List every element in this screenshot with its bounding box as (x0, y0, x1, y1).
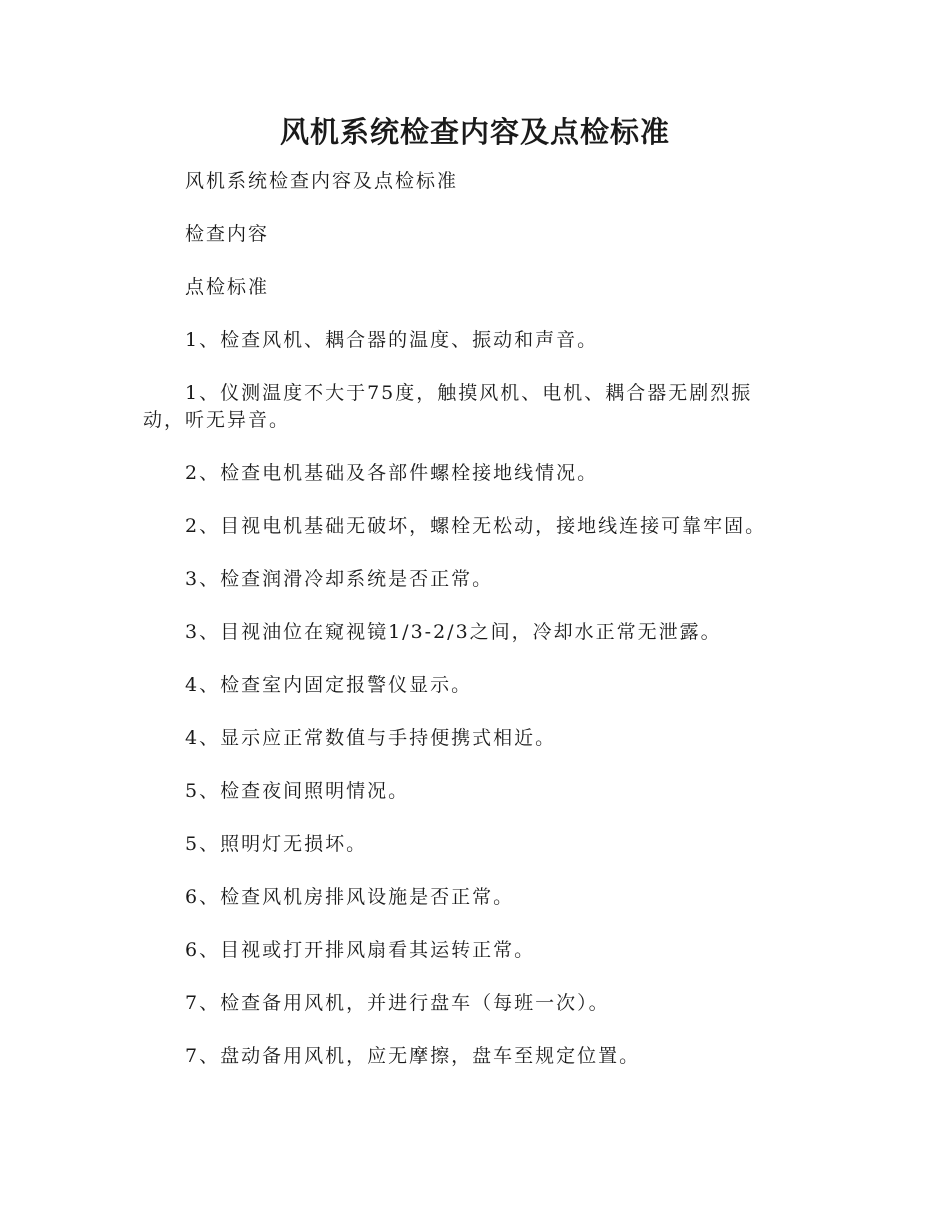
page-title: 风机系统检查内容及点检标准 (279, 115, 670, 149)
paragraph-item-2-content: 2、检查电机基础及各部件螺栓接地线情况。 (185, 462, 599, 484)
document-body (143, 168, 783, 1096)
paragraph-subtitle: 风机系统检查内容及点检标准 (185, 170, 459, 192)
paragraph-item-6-content: 6、检查风机房排风设施是否正常。 (185, 886, 515, 908)
paragraph-item-3-standard: 3、目视油位在窥视镜1/3-2/3之间，冷却水正常无泄露。 (185, 621, 722, 643)
paragraph-item-5-standard: 5、照明灯无损坏。 (185, 833, 368, 855)
paragraph-item-1-standard: 1、仪测温度不大于75度，触摸风机、电机、耦合器无剧烈振动，听无异音。 (143, 382, 753, 431)
paragraph-item-4-standard: 4、显示应正常数值与手持便携式相近。 (185, 727, 557, 749)
paragraph-section-check-standard: 点检标准 (185, 276, 270, 298)
paragraph-item-7-standard: 7、盘动备用风机，应无摩擦，盘车至规定位置。 (185, 1045, 641, 1067)
paragraph-item-6-standard: 6、目视或打开排风扇看其运转正常。 (185, 939, 536, 961)
paragraph-item-4-content: 4、检查室内固定报警仪显示。 (185, 674, 473, 696)
paragraph-item-3-content: 3、检查润滑冷却系统是否正常。 (185, 568, 494, 590)
paragraph-item-1-content: 1、检查风机、耦合器的温度、振动和声音。 (185, 329, 599, 351)
paragraph-item-7-content: 7、检查备用风机，并进行盘车（每班一次）。 (185, 992, 610, 1014)
paragraph-item-2-standard: 2、目视电机基础无破坏，螺栓无松动，接地线连接可靠牢固。 (185, 515, 767, 537)
paragraph-section-check-content: 检查内容 (185, 223, 270, 245)
paragraph-item-5-content: 5、检查夜间照明情况。 (185, 780, 410, 802)
